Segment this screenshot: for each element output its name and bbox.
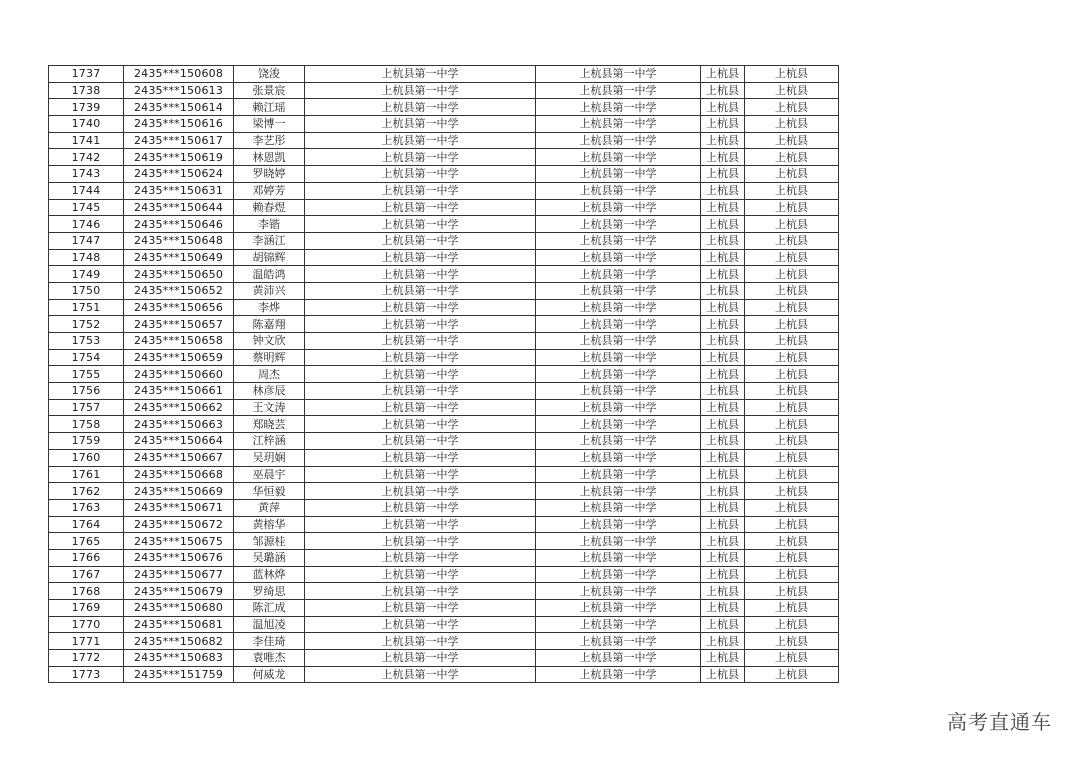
serial-number-cell: 1743 xyxy=(49,166,124,183)
table-row xyxy=(49,600,839,617)
county-cell: 上杭县 xyxy=(701,399,745,416)
school-secondary-cell: 上杭县第一中学 xyxy=(536,549,701,566)
student-name-cell: 李佳琦 xyxy=(234,633,305,650)
county-cell: 上杭县 xyxy=(701,433,745,450)
county-secondary-cell: 上杭县 xyxy=(745,633,839,650)
school-cell: 上杭县第一中学 xyxy=(305,232,536,249)
school-secondary-cell: 上杭县第一中学 xyxy=(536,433,701,450)
exam-id-cell: 2435***150649 xyxy=(124,249,234,266)
county-secondary-cell: 上杭县 xyxy=(745,182,839,199)
county-cell: 上杭县 xyxy=(701,516,745,533)
exam-id-cell: 2435***150662 xyxy=(124,399,234,416)
serial-number-cell: 1747 xyxy=(49,232,124,249)
exam-id-cell: 2435***151759 xyxy=(124,666,234,683)
school-cell: 上杭县第一中学 xyxy=(305,266,536,283)
county-cell: 上杭县 xyxy=(701,266,745,283)
school-cell: 上杭县第一中学 xyxy=(305,166,536,183)
county-secondary-cell: 上杭县 xyxy=(745,583,839,600)
county-cell: 上杭县 xyxy=(701,66,745,83)
student-name-cell: 胡锦辉 xyxy=(234,249,305,266)
school-secondary-cell: 上杭县第一中学 xyxy=(536,666,701,683)
table-row xyxy=(49,216,839,233)
serial-number-cell: 1759 xyxy=(49,433,124,450)
school-cell: 上杭县第一中学 xyxy=(305,650,536,667)
student-name-cell: 饶浚 xyxy=(234,66,305,83)
table-row xyxy=(49,349,839,366)
school-cell: 上杭县第一中学 xyxy=(305,199,536,216)
student-name-cell: 梁博一 xyxy=(234,116,305,133)
exam-id-cell: 2435***150659 xyxy=(124,349,234,366)
table-row xyxy=(49,483,839,500)
table-row xyxy=(49,232,839,249)
school-secondary-cell: 上杭县第一中学 xyxy=(536,449,701,466)
county-secondary-cell: 上杭县 xyxy=(745,316,839,333)
school-secondary-cell: 上杭县第一中学 xyxy=(536,566,701,583)
student-name-cell: 赖春煜 xyxy=(234,199,305,216)
school-secondary-cell: 上杭县第一中学 xyxy=(536,266,701,283)
county-secondary-cell: 上杭县 xyxy=(745,149,839,166)
school-cell: 上杭县第一中学 xyxy=(305,349,536,366)
exam-id-cell: 2435***150658 xyxy=(124,333,234,350)
student-name-cell: 蔡明辉 xyxy=(234,349,305,366)
county-secondary-cell: 上杭县 xyxy=(745,249,839,266)
student-name-cell: 李烨 xyxy=(234,299,305,316)
exam-id-cell: 2435***150624 xyxy=(124,166,234,183)
exam-id-cell: 2435***150672 xyxy=(124,516,234,533)
school-cell: 上杭县第一中学 xyxy=(305,449,536,466)
school-cell: 上杭县第一中学 xyxy=(305,549,536,566)
county-cell: 上杭县 xyxy=(701,216,745,233)
table-row xyxy=(49,132,839,149)
serial-number-cell: 1738 xyxy=(49,82,124,99)
watermark-text: 高考直通车 xyxy=(947,710,1052,734)
table-row xyxy=(49,433,839,450)
table-row xyxy=(49,549,839,566)
serial-number-cell: 1742 xyxy=(49,149,124,166)
exam-id-cell: 2435***150675 xyxy=(124,533,234,550)
table-row xyxy=(49,449,839,466)
county-cell: 上杭县 xyxy=(701,149,745,166)
county-secondary-cell: 上杭县 xyxy=(745,449,839,466)
exam-id-cell: 2435***150661 xyxy=(124,383,234,400)
table-row xyxy=(49,633,839,650)
school-cell: 上杭县第一中学 xyxy=(305,600,536,617)
student-name-cell: 林恩凯 xyxy=(234,149,305,166)
serial-number-cell: 1772 xyxy=(49,650,124,667)
county-secondary-cell: 上杭县 xyxy=(745,516,839,533)
county-secondary-cell: 上杭县 xyxy=(745,99,839,116)
table-row xyxy=(49,282,839,299)
county-cell: 上杭县 xyxy=(701,299,745,316)
county-secondary-cell: 上杭县 xyxy=(745,600,839,617)
county-cell: 上杭县 xyxy=(701,99,745,116)
school-cell: 上杭县第一中学 xyxy=(305,466,536,483)
student-name-cell: 江梓涵 xyxy=(234,433,305,450)
school-secondary-cell: 上杭县第一中学 xyxy=(536,516,701,533)
county-cell: 上杭县 xyxy=(701,533,745,550)
school-cell: 上杭县第一中学 xyxy=(305,499,536,516)
county-secondary-cell: 上杭县 xyxy=(745,483,839,500)
county-cell: 上杭县 xyxy=(701,616,745,633)
school-cell: 上杭县第一中学 xyxy=(305,149,536,166)
exam-id-cell: 2435***150664 xyxy=(124,433,234,450)
student-name-cell: 李锴 xyxy=(234,216,305,233)
school-cell: 上杭县第一中学 xyxy=(305,316,536,333)
exam-id-cell: 2435***150631 xyxy=(124,182,234,199)
school-secondary-cell: 上杭县第一中学 xyxy=(536,466,701,483)
school-secondary-cell: 上杭县第一中学 xyxy=(536,232,701,249)
table-body xyxy=(49,66,839,683)
county-secondary-cell: 上杭县 xyxy=(745,499,839,516)
county-secondary-cell: 上杭县 xyxy=(745,349,839,366)
school-secondary-cell: 上杭县第一中学 xyxy=(536,316,701,333)
student-name-cell: 张景宸 xyxy=(234,82,305,99)
admission-list-table xyxy=(48,65,839,683)
county-secondary-cell: 上杭县 xyxy=(745,266,839,283)
county-secondary-cell: 上杭县 xyxy=(745,82,839,99)
county-cell: 上杭县 xyxy=(701,82,745,99)
school-cell: 上杭县第一中学 xyxy=(305,583,536,600)
exam-id-cell: 2435***150682 xyxy=(124,633,234,650)
school-secondary-cell: 上杭县第一中学 xyxy=(536,282,701,299)
student-name-cell: 罗绮思 xyxy=(234,583,305,600)
school-cell: 上杭县第一中学 xyxy=(305,383,536,400)
exam-id-cell: 2435***150646 xyxy=(124,216,234,233)
school-secondary-cell: 上杭县第一中学 xyxy=(536,149,701,166)
school-secondary-cell: 上杭县第一中学 xyxy=(536,383,701,400)
exam-id-cell: 2435***150676 xyxy=(124,549,234,566)
county-cell: 上杭县 xyxy=(701,566,745,583)
student-name-cell: 巫晨宇 xyxy=(234,466,305,483)
county-cell: 上杭县 xyxy=(701,383,745,400)
school-secondary-cell: 上杭县第一中学 xyxy=(536,99,701,116)
county-secondary-cell: 上杭县 xyxy=(745,399,839,416)
serial-number-cell: 1751 xyxy=(49,299,124,316)
serial-number-cell: 1768 xyxy=(49,583,124,600)
county-secondary-cell: 上杭县 xyxy=(745,533,839,550)
exam-id-cell: 2435***150683 xyxy=(124,650,234,667)
serial-number-cell: 1773 xyxy=(49,666,124,683)
table-row xyxy=(49,333,839,350)
student-name-cell: 黄沛兴 xyxy=(234,282,305,299)
school-secondary-cell: 上杭县第一中学 xyxy=(536,82,701,99)
county-secondary-cell: 上杭县 xyxy=(745,433,839,450)
student-name-cell: 李艺彤 xyxy=(234,132,305,149)
table-row xyxy=(49,266,839,283)
school-cell: 上杭县第一中学 xyxy=(305,616,536,633)
exam-id-cell: 2435***150681 xyxy=(124,616,234,633)
school-secondary-cell: 上杭县第一中学 xyxy=(536,349,701,366)
serial-number-cell: 1763 xyxy=(49,499,124,516)
school-cell: 上杭县第一中学 xyxy=(305,516,536,533)
table-row xyxy=(49,583,839,600)
county-secondary-cell: 上杭县 xyxy=(745,116,839,133)
serial-number-cell: 1762 xyxy=(49,483,124,500)
school-secondary-cell: 上杭县第一中学 xyxy=(536,399,701,416)
exam-id-cell: 2435***150677 xyxy=(124,566,234,583)
student-name-cell: 邹源桂 xyxy=(234,533,305,550)
county-secondary-cell: 上杭县 xyxy=(745,132,839,149)
serial-number-cell: 1770 xyxy=(49,616,124,633)
student-name-cell: 陈汇成 xyxy=(234,600,305,617)
exam-id-cell: 2435***150657 xyxy=(124,316,234,333)
school-secondary-cell: 上杭县第一中学 xyxy=(536,182,701,199)
school-cell: 上杭县第一中学 xyxy=(305,216,536,233)
county-secondary-cell: 上杭县 xyxy=(745,333,839,350)
county-cell: 上杭县 xyxy=(701,316,745,333)
student-name-cell: 周杰 xyxy=(234,366,305,383)
serial-number-cell: 1771 xyxy=(49,633,124,650)
exam-id-cell: 2435***150652 xyxy=(124,282,234,299)
table-row xyxy=(49,366,839,383)
table-row xyxy=(49,616,839,633)
student-name-cell: 袁唯杰 xyxy=(234,650,305,667)
county-secondary-cell: 上杭县 xyxy=(745,216,839,233)
school-cell: 上杭县第一中学 xyxy=(305,533,536,550)
serial-number-cell: 1758 xyxy=(49,416,124,433)
county-cell: 上杭县 xyxy=(701,116,745,133)
county-cell: 上杭县 xyxy=(701,349,745,366)
county-cell: 上杭县 xyxy=(701,449,745,466)
school-secondary-cell: 上杭县第一中学 xyxy=(536,299,701,316)
student-name-cell: 邓婷芳 xyxy=(234,182,305,199)
table-row xyxy=(49,249,839,266)
school-cell: 上杭县第一中学 xyxy=(305,299,536,316)
student-name-cell: 黄榕华 xyxy=(234,516,305,533)
table-row xyxy=(49,416,839,433)
table-row xyxy=(49,533,839,550)
school-secondary-cell: 上杭县第一中学 xyxy=(536,333,701,350)
student-name-cell: 吴璐涵 xyxy=(234,549,305,566)
school-cell: 上杭县第一中学 xyxy=(305,132,536,149)
serial-number-cell: 1769 xyxy=(49,600,124,617)
table-row xyxy=(49,182,839,199)
school-cell: 上杭县第一中学 xyxy=(305,366,536,383)
serial-number-cell: 1746 xyxy=(49,216,124,233)
school-cell: 上杭县第一中学 xyxy=(305,116,536,133)
student-name-cell: 赖江瑶 xyxy=(234,99,305,116)
county-secondary-cell: 上杭县 xyxy=(745,383,839,400)
table-row xyxy=(49,466,839,483)
student-name-cell: 华恒毅 xyxy=(234,483,305,500)
county-cell: 上杭县 xyxy=(701,483,745,500)
student-name-cell: 陈嘉翔 xyxy=(234,316,305,333)
exam-id-cell: 2435***150679 xyxy=(124,583,234,600)
table-row xyxy=(49,650,839,667)
county-secondary-cell: 上杭县 xyxy=(745,66,839,83)
table-row xyxy=(49,66,839,83)
exam-id-cell: 2435***150668 xyxy=(124,466,234,483)
table-row xyxy=(49,116,839,133)
school-secondary-cell: 上杭县第一中学 xyxy=(536,616,701,633)
exam-id-cell: 2435***150656 xyxy=(124,299,234,316)
exam-id-cell: 2435***150614 xyxy=(124,99,234,116)
school-secondary-cell: 上杭县第一中学 xyxy=(536,116,701,133)
serial-number-cell: 1753 xyxy=(49,333,124,350)
school-secondary-cell: 上杭县第一中学 xyxy=(536,366,701,383)
county-secondary-cell: 上杭县 xyxy=(745,650,839,667)
serial-number-cell: 1745 xyxy=(49,199,124,216)
serial-number-cell: 1749 xyxy=(49,266,124,283)
exam-id-cell: 2435***150660 xyxy=(124,366,234,383)
county-cell: 上杭县 xyxy=(701,199,745,216)
table-row xyxy=(49,499,839,516)
county-cell: 上杭县 xyxy=(701,583,745,600)
student-name-cell: 温旭凌 xyxy=(234,616,305,633)
school-cell: 上杭县第一中学 xyxy=(305,82,536,99)
serial-number-cell: 1755 xyxy=(49,366,124,383)
county-cell: 上杭县 xyxy=(701,650,745,667)
serial-number-cell: 1754 xyxy=(49,349,124,366)
exam-id-cell: 2435***150616 xyxy=(124,116,234,133)
school-cell: 上杭县第一中学 xyxy=(305,666,536,683)
table-row xyxy=(49,166,839,183)
exam-id-cell: 2435***150671 xyxy=(124,499,234,516)
county-cell: 上杭县 xyxy=(701,549,745,566)
serial-number-cell: 1756 xyxy=(49,383,124,400)
serial-number-cell: 1761 xyxy=(49,466,124,483)
exam-id-cell: 2435***150613 xyxy=(124,82,234,99)
table-row xyxy=(49,299,839,316)
exam-id-cell: 2435***150619 xyxy=(124,149,234,166)
table-row xyxy=(49,399,839,416)
school-secondary-cell: 上杭县第一中学 xyxy=(536,483,701,500)
serial-number-cell: 1752 xyxy=(49,316,124,333)
exam-id-cell: 2435***150617 xyxy=(124,132,234,149)
school-secondary-cell: 上杭县第一中学 xyxy=(536,416,701,433)
county-secondary-cell: 上杭县 xyxy=(745,566,839,583)
county-cell: 上杭县 xyxy=(701,132,745,149)
serial-number-cell: 1757 xyxy=(49,399,124,416)
school-cell: 上杭县第一中学 xyxy=(305,566,536,583)
exam-id-cell: 2435***150667 xyxy=(124,449,234,466)
school-cell: 上杭县第一中学 xyxy=(305,433,536,450)
student-name-cell: 何威龙 xyxy=(234,666,305,683)
county-secondary-cell: 上杭县 xyxy=(745,466,839,483)
school-cell: 上杭县第一中学 xyxy=(305,182,536,199)
student-name-cell: 吴玥娴 xyxy=(234,449,305,466)
county-cell: 上杭县 xyxy=(701,166,745,183)
student-name-cell: 温皓鸿 xyxy=(234,266,305,283)
table-row xyxy=(49,383,839,400)
school-secondary-cell: 上杭县第一中学 xyxy=(536,633,701,650)
exam-id-cell: 2435***150680 xyxy=(124,600,234,617)
school-cell: 上杭县第一中学 xyxy=(305,66,536,83)
school-secondary-cell: 上杭县第一中学 xyxy=(536,249,701,266)
exam-id-cell: 2435***150663 xyxy=(124,416,234,433)
exam-id-cell: 2435***150608 xyxy=(124,66,234,83)
table-row xyxy=(49,316,839,333)
school-secondary-cell: 上杭县第一中学 xyxy=(536,533,701,550)
student-name-cell: 林彦辰 xyxy=(234,383,305,400)
serial-number-cell: 1764 xyxy=(49,516,124,533)
school-cell: 上杭县第一中学 xyxy=(305,633,536,650)
county-cell: 上杭县 xyxy=(701,416,745,433)
school-cell: 上杭县第一中学 xyxy=(305,282,536,299)
serial-number-cell: 1744 xyxy=(49,182,124,199)
county-secondary-cell: 上杭县 xyxy=(745,666,839,683)
school-secondary-cell: 上杭县第一中学 xyxy=(536,583,701,600)
county-cell: 上杭县 xyxy=(701,182,745,199)
county-secondary-cell: 上杭县 xyxy=(745,232,839,249)
county-cell: 上杭县 xyxy=(701,282,745,299)
county-cell: 上杭县 xyxy=(701,333,745,350)
student-name-cell: 李涵江 xyxy=(234,232,305,249)
county-cell: 上杭县 xyxy=(701,600,745,617)
student-name-cell: 郑晓芸 xyxy=(234,416,305,433)
school-cell: 上杭县第一中学 xyxy=(305,249,536,266)
serial-number-cell: 1750 xyxy=(49,282,124,299)
county-secondary-cell: 上杭县 xyxy=(745,616,839,633)
county-cell: 上杭县 xyxy=(701,666,745,683)
table-row xyxy=(49,666,839,683)
serial-number-cell: 1741 xyxy=(49,132,124,149)
table-row xyxy=(49,99,839,116)
serial-number-cell: 1765 xyxy=(49,533,124,550)
county-cell: 上杭县 xyxy=(701,249,745,266)
exam-id-cell: 2435***150648 xyxy=(124,232,234,249)
student-name-cell: 钟文欣 xyxy=(234,333,305,350)
school-secondary-cell: 上杭县第一中学 xyxy=(536,199,701,216)
student-name-cell: 黄萍 xyxy=(234,499,305,516)
exam-id-cell: 2435***150650 xyxy=(124,266,234,283)
county-cell: 上杭县 xyxy=(701,232,745,249)
table-row xyxy=(49,566,839,583)
county-secondary-cell: 上杭县 xyxy=(745,299,839,316)
county-cell: 上杭县 xyxy=(701,499,745,516)
exam-id-cell: 2435***150669 xyxy=(124,483,234,500)
county-cell: 上杭县 xyxy=(701,633,745,650)
county-secondary-cell: 上杭县 xyxy=(745,199,839,216)
school-secondary-cell: 上杭县第一中学 xyxy=(536,66,701,83)
school-secondary-cell: 上杭县第一中学 xyxy=(536,166,701,183)
county-cell: 上杭县 xyxy=(701,366,745,383)
serial-number-cell: 1748 xyxy=(49,249,124,266)
school-secondary-cell: 上杭县第一中学 xyxy=(536,650,701,667)
student-name-cell: 王文涛 xyxy=(234,399,305,416)
county-secondary-cell: 上杭县 xyxy=(745,416,839,433)
table-row xyxy=(49,516,839,533)
school-secondary-cell: 上杭县第一中学 xyxy=(536,600,701,617)
school-cell: 上杭县第一中学 xyxy=(305,99,536,116)
table-row xyxy=(49,199,839,216)
serial-number-cell: 1766 xyxy=(49,549,124,566)
county-secondary-cell: 上杭县 xyxy=(745,282,839,299)
student-name-cell: 蓝林烨 xyxy=(234,566,305,583)
county-secondary-cell: 上杭县 xyxy=(745,549,839,566)
serial-number-cell: 1760 xyxy=(49,449,124,466)
county-cell: 上杭县 xyxy=(701,466,745,483)
school-cell: 上杭县第一中学 xyxy=(305,399,536,416)
table-row xyxy=(49,82,839,99)
serial-number-cell: 1767 xyxy=(49,566,124,583)
table-row xyxy=(49,149,839,166)
serial-number-cell: 1739 xyxy=(49,99,124,116)
county-secondary-cell: 上杭县 xyxy=(745,166,839,183)
serial-number-cell: 1737 xyxy=(49,66,124,83)
student-name-cell: 罗晓婷 xyxy=(234,166,305,183)
school-cell: 上杭县第一中学 xyxy=(305,483,536,500)
serial-number-cell: 1740 xyxy=(49,116,124,133)
county-secondary-cell: 上杭县 xyxy=(745,366,839,383)
school-secondary-cell: 上杭县第一中学 xyxy=(536,216,701,233)
school-cell: 上杭县第一中学 xyxy=(305,416,536,433)
school-secondary-cell: 上杭县第一中学 xyxy=(536,132,701,149)
exam-id-cell: 2435***150644 xyxy=(124,199,234,216)
school-cell: 上杭县第一中学 xyxy=(305,333,536,350)
school-secondary-cell: 上杭县第一中学 xyxy=(536,499,701,516)
